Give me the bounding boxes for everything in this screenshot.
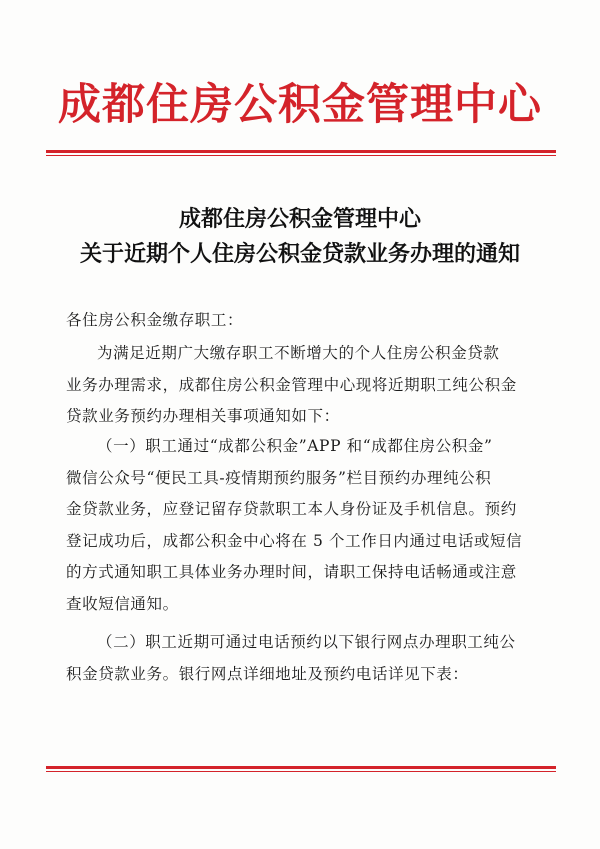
paragraph-line: 积金贷款业务。银行网点详细地址及预约电话详见下表： [66, 664, 469, 683]
document-title-line2: 关于近期个人住房公积金贷款业务办理的通知 [79, 242, 520, 267]
paragraph-line: （一）职工通过“成都公积金”APP 和“成都住房公积金” [97, 437, 493, 455]
salutation: 各住房公积金缴存职工： [66, 311, 244, 329]
paragraph-line: 的方式通知职工具体业务办理时间，请职工保持电话畅通或注意 [66, 563, 517, 581]
masthead-rule-thin [46, 155, 556, 156]
document-title-line1: 成都住房公积金管理中心 [178, 207, 421, 232]
paragraph-line: 金贷款业务，应登记留存贷款职工本人身份证及手机信息。预约 [66, 500, 517, 518]
paragraph-line: 贷款业务预约办理相关事项通知如下： [66, 407, 340, 425]
masthead-organization: 成都住房公积金管理中心 [58, 80, 542, 130]
paragraph-line: 登记成功后，成都公积金中心将在 5 个工作日内通过电话或短信 [66, 531, 523, 550]
paragraph-line: 查收短信通知。 [66, 594, 179, 613]
paragraph-item-1 [66, 431, 530, 620]
paragraph-line: 为满足近期广大缴存职工不断增大的个人住房公积金贷款 [97, 344, 500, 362]
paragraph-line: 业务办理需求，成都住房公积金管理中心现将近期职工纯公积金 [66, 375, 517, 394]
footer-rule-thick [46, 766, 556, 769]
paragraph-line: （二）职工近期可通过电话预约以下银行网点办理职工纯公 [97, 633, 516, 651]
masthead-rule-thick [46, 150, 556, 153]
footer-rule-thin [46, 771, 556, 772]
paragraph-line: 微信公众号“便民工具-疫情期预约服务”栏目预约办理纯公积 [66, 468, 492, 487]
paragraph-item-2 [66, 627, 530, 690]
paragraph-intro [66, 338, 530, 433]
